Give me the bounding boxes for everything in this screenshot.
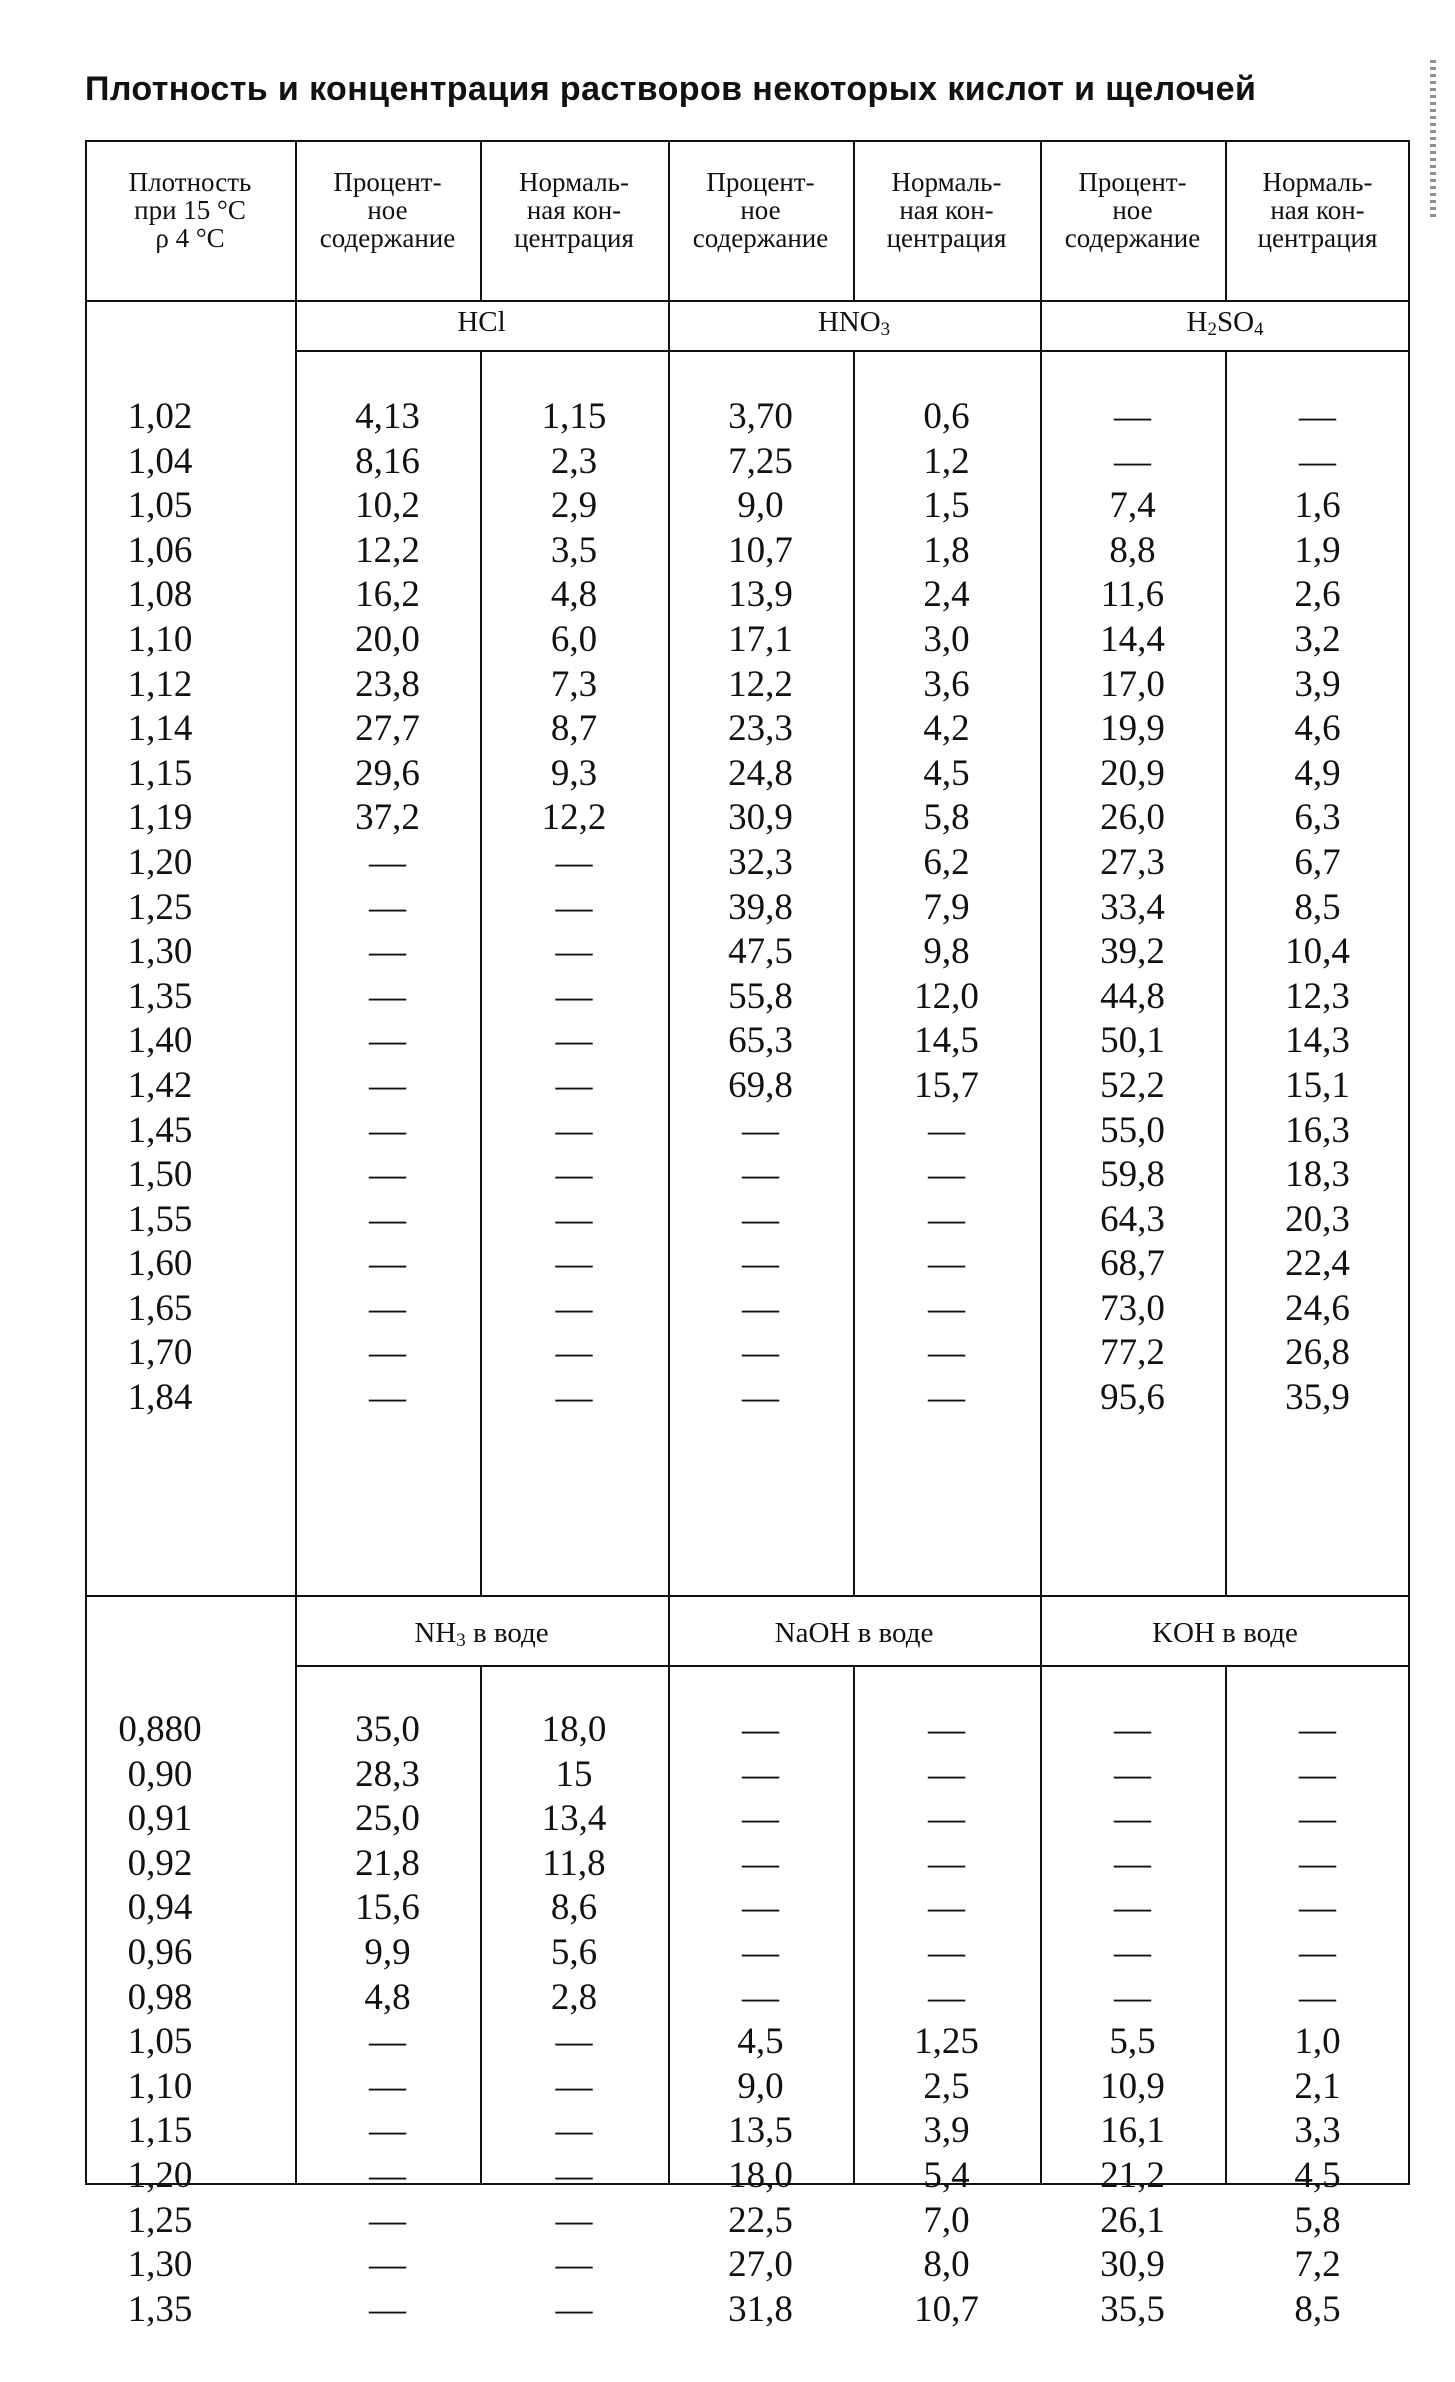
table-cell: 22,5 bbox=[728, 2199, 793, 2241]
page-title: Плотность и концентрация растворов некоторых кислот и щелочей bbox=[85, 70, 1257, 108]
table-cell: 20,3 bbox=[1285, 1198, 1350, 1240]
table-cell: — bbox=[369, 1198, 406, 1240]
table-cell: 0,92 bbox=[127, 1842, 193, 1884]
table-cell: 7,0 bbox=[923, 2199, 970, 2241]
table-cell: 35,0 bbox=[355, 1709, 420, 1750]
table-cell: 1,45 bbox=[127, 1109, 193, 1151]
table-cell: — bbox=[742, 1243, 779, 1285]
section2-koh-percent-column bbox=[1040, 1708, 1225, 2332]
table-cell: — bbox=[1299, 1798, 1336, 1840]
table-cell: 4,8 bbox=[364, 1976, 411, 2018]
table-cell: 13,5 bbox=[728, 2110, 793, 2152]
table-cell: — bbox=[555, 1332, 593, 1374]
table-cell: — bbox=[928, 1753, 965, 1795]
table-cell: 77,2 bbox=[1100, 1332, 1165, 1374]
table-cell: 24,6 bbox=[1285, 1287, 1350, 1329]
table-cell: — bbox=[742, 1798, 779, 1840]
table-cell: 2,3 bbox=[550, 440, 598, 482]
table-cell: 28,3 bbox=[355, 1753, 420, 1795]
table-cell: 37,2 bbox=[355, 797, 420, 839]
table-cell: 9,3 bbox=[550, 752, 598, 794]
table-cell: 0,90 bbox=[127, 1753, 193, 1795]
table-cell: 3,3 bbox=[1294, 2110, 1341, 2152]
table-cell: 27,3 bbox=[1100, 841, 1165, 883]
table-cell: 10,4 bbox=[1285, 931, 1350, 973]
section2-density-column bbox=[85, 1708, 235, 2332]
table-top-border bbox=[85, 140, 1410, 142]
table-cell: — bbox=[742, 1753, 779, 1795]
table-cell: — bbox=[555, 2154, 593, 2196]
table-cell: — bbox=[1114, 396, 1151, 437]
table-cell: 7,4 bbox=[1109, 485, 1156, 527]
table-cell: 22,4 bbox=[1285, 1243, 1350, 1285]
group-hcl: HCl bbox=[457, 306, 506, 338]
table-cell: — bbox=[742, 1887, 779, 1929]
table-cell: — bbox=[555, 1064, 593, 1106]
table-cell: — bbox=[928, 1377, 965, 1419]
table-cell: 1,06 bbox=[127, 529, 193, 571]
table-cell: 3,6 bbox=[923, 663, 970, 705]
table-cell: 1,8 bbox=[923, 529, 970, 571]
table-cell: 2,1 bbox=[1294, 2065, 1341, 2107]
table-cell: — bbox=[369, 2288, 406, 2330]
table-cell: 7,9 bbox=[923, 886, 970, 928]
section2-naoh-normal-column bbox=[853, 1708, 1040, 2332]
table-cell: 1,2 bbox=[923, 440, 970, 482]
table-cell: 1,25 bbox=[914, 2021, 979, 2063]
group-h2so4: $H_2SO_4$ bbox=[1186, 306, 1264, 340]
table-cell: 18,0 bbox=[728, 2154, 793, 2196]
table-cell: — bbox=[1299, 440, 1336, 482]
table-cell: — bbox=[928, 1931, 965, 1973]
table-cell: 24,8 bbox=[728, 752, 793, 794]
table-cell: 23,3 bbox=[728, 708, 793, 750]
section2-koh-normal-column bbox=[1225, 1708, 1410, 2332]
table-cell: 39,8 bbox=[728, 886, 793, 928]
table-cell: — bbox=[1299, 1753, 1336, 1795]
table-cell: 8,7 bbox=[550, 708, 598, 750]
table-cell: 18,3 bbox=[1285, 1154, 1350, 1196]
table-cell: 9,0 bbox=[737, 2065, 784, 2107]
section2-nh3-percent-column bbox=[295, 1708, 480, 2332]
table-cell: 19,9 bbox=[1100, 708, 1165, 750]
table-cell: 18,0 bbox=[541, 1709, 607, 1750]
table-cell: — bbox=[369, 1109, 406, 1151]
table-cell: 1,04 bbox=[127, 440, 193, 482]
table-cell: 3,70 bbox=[728, 396, 793, 437]
table-cell: 14,3 bbox=[1285, 1020, 1350, 1062]
table-cell: 26,8 bbox=[1285, 1332, 1350, 1374]
table-cell: — bbox=[555, 2065, 593, 2107]
group-koh: KOH в воде bbox=[1152, 1617, 1298, 1649]
table-cell: 10,7 bbox=[914, 2288, 979, 2330]
table-cell: 3,5 bbox=[550, 529, 598, 571]
table-cell: — bbox=[1114, 1976, 1151, 2018]
table-cell: — bbox=[555, 1243, 593, 1285]
table-cell: 7,3 bbox=[550, 663, 598, 705]
table-cell: 1,42 bbox=[127, 1064, 193, 1106]
table-cell: 12,2 bbox=[728, 663, 793, 705]
table-cell: — bbox=[928, 1332, 965, 1374]
table-cell: 35,9 bbox=[1285, 1377, 1350, 1419]
table-cell: — bbox=[369, 1020, 406, 1062]
table-cell: — bbox=[1299, 1976, 1336, 2018]
section1-hno3-normal-column bbox=[853, 395, 1040, 1421]
table-cell: 15 bbox=[555, 1753, 593, 1795]
header-density: Плотность при 15 °C ρ 4 °C bbox=[128, 167, 252, 253]
table-cell: 1,9 bbox=[1294, 529, 1341, 571]
table-cell: — bbox=[369, 2021, 406, 2063]
header-rule bbox=[85, 300, 1410, 302]
table-cell: — bbox=[742, 1931, 779, 1973]
table-cell: 8,0 bbox=[923, 2244, 970, 2286]
header-percent-2: Процент- ное содержание bbox=[692, 167, 829, 253]
table-cell: 16,1 bbox=[1100, 2110, 1165, 2152]
table-cell: 26,1 bbox=[1100, 2199, 1165, 2241]
table-cell: — bbox=[555, 886, 593, 928]
table-cell: 17,0 bbox=[1100, 663, 1165, 705]
table-cell: 16,3 bbox=[1285, 1109, 1350, 1151]
group-rule bbox=[295, 1665, 1410, 1667]
table-cell: 8,5 bbox=[1294, 886, 1341, 928]
table-cell: 12,3 bbox=[1285, 975, 1350, 1017]
table-cell: 1,10 bbox=[127, 618, 193, 660]
table-cell: 4,13 bbox=[355, 396, 420, 437]
table-cell: 55,0 bbox=[1100, 1109, 1165, 1151]
section2-naoh-percent-column bbox=[668, 1708, 853, 2332]
table-cell: 4,5 bbox=[923, 752, 970, 794]
header-normal-2: Нормаль- ная кон- центрация bbox=[886, 167, 1007, 253]
table-cell: 0,96 bbox=[127, 1931, 193, 1973]
table-cell: 4,8 bbox=[550, 574, 598, 616]
table-cell: — bbox=[555, 1109, 593, 1151]
table-cell: 31,8 bbox=[728, 2288, 793, 2330]
table-cell: 4,5 bbox=[1294, 2154, 1341, 2196]
table-cell: — bbox=[742, 1287, 779, 1329]
table-cell: 64,3 bbox=[1100, 1198, 1165, 1240]
table-cell: 1,50 bbox=[127, 1154, 193, 1196]
table-cell: 1,65 bbox=[127, 1287, 193, 1329]
table-cell: 6,0 bbox=[550, 618, 598, 660]
table-cell: 1,14 bbox=[127, 708, 193, 750]
table-cell: 1,02 bbox=[127, 396, 193, 437]
table-cell: 29,6 bbox=[355, 752, 420, 794]
table-cell: — bbox=[555, 2288, 593, 2330]
table-cell: 6,7 bbox=[1294, 841, 1341, 883]
table-cell: 3,2 bbox=[1294, 618, 1341, 660]
table-cell: 14,4 bbox=[1100, 618, 1165, 660]
table-cell: — bbox=[1114, 1709, 1151, 1750]
table-cell: 12,0 bbox=[914, 975, 979, 1017]
table-cell: 20,9 bbox=[1100, 752, 1165, 794]
table-cell: 1,35 bbox=[127, 2288, 193, 2330]
section1-hcl-percent-column bbox=[295, 395, 480, 1421]
table-cell: 1,10 bbox=[127, 2065, 193, 2107]
table-cell: 13,9 bbox=[728, 574, 793, 616]
table-cell: — bbox=[1299, 1842, 1336, 1884]
table-cell: 13,4 bbox=[541, 1798, 607, 1840]
table-cell: 2,6 bbox=[1294, 574, 1341, 616]
table-cell: 1,30 bbox=[127, 931, 193, 973]
table-cell: — bbox=[928, 1798, 965, 1840]
table-cell: — bbox=[369, 975, 406, 1017]
table-cell: — bbox=[369, 2065, 406, 2107]
section1-h2so4-percent-column bbox=[1040, 395, 1225, 1421]
table-cell: 1,40 bbox=[127, 1020, 193, 1062]
table-cell: 5,4 bbox=[923, 2154, 970, 2196]
table-cell: — bbox=[369, 1064, 406, 1106]
table-cell: 52,2 bbox=[1100, 1064, 1165, 1106]
table-cell: 9,9 bbox=[364, 1931, 411, 1973]
table-cell: — bbox=[1114, 1798, 1151, 1840]
table-cell: 8,16 bbox=[355, 440, 420, 482]
table-cell: — bbox=[928, 1976, 965, 2018]
table-cell: 11,8 bbox=[542, 1842, 606, 1884]
table-cell: 20,0 bbox=[355, 618, 420, 660]
table-cell: 1,5 bbox=[923, 485, 970, 527]
table-cell: 16,2 bbox=[355, 574, 420, 616]
table-cell: — bbox=[928, 1709, 965, 1750]
table-cell: 5,5 bbox=[1109, 2021, 1156, 2063]
table-cell: — bbox=[742, 1842, 779, 1884]
table-cell: 68,7 bbox=[1100, 1243, 1165, 1285]
header-normal-1: Нормаль- ная кон- центрация bbox=[514, 167, 634, 253]
table-cell: — bbox=[555, 975, 593, 1017]
table-cell: 1,84 bbox=[127, 1377, 193, 1419]
table-cell: — bbox=[369, 1287, 406, 1329]
table-cell: 4,6 bbox=[1294, 708, 1341, 750]
table-cell: 4,2 bbox=[923, 708, 970, 750]
table-cell: 47,5 bbox=[728, 931, 793, 973]
table-cell: 6,3 bbox=[1294, 797, 1341, 839]
table-cell: — bbox=[369, 2244, 406, 2286]
table-cell: — bbox=[928, 1842, 965, 1884]
table-cell: 1,35 bbox=[127, 975, 193, 1017]
table-cell: — bbox=[1114, 1753, 1151, 1795]
table-cell: — bbox=[928, 1243, 965, 1285]
table-cell: — bbox=[928, 1198, 965, 1240]
table-cell: 8,8 bbox=[1109, 529, 1156, 571]
table-cell: — bbox=[742, 1976, 779, 2018]
table-cell: — bbox=[555, 2199, 593, 2241]
table-cell: 15,7 bbox=[914, 1064, 979, 1106]
table-cell: 1,6 bbox=[1294, 485, 1341, 527]
table-cell: 39,2 bbox=[1100, 931, 1165, 973]
table-cell: 15,6 bbox=[355, 1887, 420, 1929]
header-percent-3: Процент- ное содержание bbox=[1064, 167, 1201, 253]
section2-nh3-normal-column bbox=[480, 1708, 668, 2332]
table-cell: 1,60 bbox=[127, 1243, 193, 1285]
table-cell: 55,8 bbox=[728, 975, 793, 1017]
table-cell: 59,8 bbox=[1100, 1154, 1165, 1196]
table-cell: — bbox=[555, 2021, 593, 2063]
table-cell: — bbox=[555, 1377, 593, 1419]
table-cell: — bbox=[1299, 1709, 1336, 1750]
table-cell: 0,94 bbox=[127, 1887, 193, 1929]
table-cell: — bbox=[555, 1287, 593, 1329]
table-cell: 21,8 bbox=[355, 1842, 420, 1884]
table-cell: 9,8 bbox=[923, 931, 970, 973]
table-cell: 2,5 bbox=[923, 2065, 970, 2107]
table-cell: 35,5 bbox=[1100, 2288, 1165, 2330]
table-cell: 21,2 bbox=[1100, 2154, 1165, 2196]
table-cell: 4,9 bbox=[1294, 752, 1341, 794]
table-cell: 50,1 bbox=[1100, 1020, 1165, 1062]
table-cell: — bbox=[1114, 440, 1151, 482]
table-cell: 5,8 bbox=[923, 797, 970, 839]
table-cell: 4,5 bbox=[737, 2021, 784, 2063]
table-cell: 10,2 bbox=[355, 485, 420, 527]
table-cell: 6,2 bbox=[923, 841, 970, 883]
table-cell: 1,15 bbox=[127, 2110, 193, 2152]
table-cell: — bbox=[742, 1709, 779, 1750]
table-cell: — bbox=[1299, 1931, 1336, 1973]
table-cell: — bbox=[1299, 1887, 1336, 1929]
table-cell: 8,5 bbox=[1294, 2288, 1341, 2330]
table-cell: 44,8 bbox=[1100, 975, 1165, 1017]
table-cell: — bbox=[1114, 1931, 1151, 1973]
table-cell: 95,6 bbox=[1100, 1377, 1165, 1419]
table-cell: — bbox=[555, 1154, 593, 1196]
table-cell: — bbox=[928, 1887, 965, 1929]
group-nh3: $NH_3$ в воде bbox=[414, 1617, 549, 1651]
table-cell: 1,30 bbox=[127, 2244, 193, 2286]
table-cell: 27,0 bbox=[728, 2244, 793, 2286]
table-cell: 1,25 bbox=[127, 2199, 193, 2241]
table-cell: — bbox=[555, 2244, 593, 2286]
table-cell: 1,15 bbox=[541, 396, 607, 437]
table-cell: 7,2 bbox=[1294, 2244, 1341, 2286]
table-cell: 3,9 bbox=[1294, 663, 1341, 705]
table-cell: 0,6 bbox=[923, 396, 970, 437]
section1-density-column bbox=[85, 395, 235, 1421]
table-cell: 32,3 bbox=[728, 841, 793, 883]
table-cell: 1,05 bbox=[127, 485, 193, 527]
table-cell: 5,8 bbox=[1294, 2199, 1341, 2241]
table-cell: — bbox=[1114, 1887, 1151, 1929]
table-cell: 27,7 bbox=[355, 708, 420, 750]
table-cell: — bbox=[742, 1198, 779, 1240]
table-cell: — bbox=[369, 2199, 406, 2241]
table-cell: — bbox=[369, 886, 406, 928]
table-cell: — bbox=[369, 2110, 406, 2152]
table-cell: 3,9 bbox=[923, 2110, 970, 2152]
table-cell: 1,15 bbox=[127, 752, 193, 794]
table-cell: — bbox=[369, 931, 406, 973]
table-cell: 0,91 bbox=[127, 1798, 193, 1840]
table-cell: 73,0 bbox=[1100, 1287, 1165, 1329]
table-cell: 14,5 bbox=[914, 1020, 979, 1062]
table-cell: — bbox=[928, 1287, 965, 1329]
table-cell: 23,8 bbox=[355, 663, 420, 705]
table-cell: 1,55 bbox=[127, 1198, 193, 1240]
table-cell: — bbox=[555, 841, 593, 883]
table-cell: 3,0 bbox=[923, 618, 970, 660]
table-cell: 10,7 bbox=[728, 529, 793, 571]
table-cell: — bbox=[369, 1154, 406, 1196]
table-cell: — bbox=[1299, 396, 1336, 437]
section1-hno3-percent-column bbox=[668, 395, 853, 1421]
table-cell: 11,6 bbox=[1100, 574, 1165, 616]
table-cell: 33,4 bbox=[1100, 886, 1165, 928]
table-cell: 8,6 bbox=[550, 1887, 598, 1929]
table-cell: 1,70 bbox=[127, 1332, 193, 1374]
table-cell: 30,9 bbox=[728, 797, 793, 839]
table-cell: 1,12 bbox=[127, 663, 193, 705]
table-cell: — bbox=[369, 1332, 406, 1374]
section-rule bbox=[85, 1595, 1410, 1597]
table-cell: — bbox=[742, 1332, 779, 1374]
table-cell: 1,0 bbox=[1294, 2021, 1341, 2063]
table-cell: 26,0 bbox=[1100, 797, 1165, 839]
table-cell: 0,880 bbox=[118, 1709, 202, 1750]
table-cell: — bbox=[555, 2110, 593, 2152]
header-normal-3: Нормаль- ная кон- центрация bbox=[1257, 167, 1378, 253]
table-cell: 9,0 bbox=[737, 485, 784, 527]
table-cell: 2,9 bbox=[550, 485, 598, 527]
table-cell: — bbox=[555, 1198, 593, 1240]
table-cell: — bbox=[742, 1154, 779, 1196]
group-naoh: NaOH в воде bbox=[774, 1617, 934, 1649]
header-percent-1: Процент- ное содержание bbox=[319, 167, 456, 253]
table-cell: — bbox=[928, 1154, 965, 1196]
table-cell: 69,8 bbox=[728, 1064, 793, 1106]
table-cell: — bbox=[369, 1377, 406, 1419]
table-cell: 17,1 bbox=[728, 618, 793, 660]
table-cell: 1,25 bbox=[127, 886, 193, 928]
table-cell: 2,4 bbox=[923, 574, 970, 616]
table-cell: 0,98 bbox=[127, 1976, 193, 2018]
table-cell: 2,8 bbox=[550, 1976, 598, 2018]
table-cell: — bbox=[369, 841, 406, 883]
table-cell: 30,9 bbox=[1100, 2244, 1165, 2286]
margin-ink-mark bbox=[1430, 60, 1436, 220]
table-cell: — bbox=[742, 1377, 779, 1419]
table-cell: 5,6 bbox=[550, 1931, 598, 1973]
table-cell: — bbox=[369, 1243, 406, 1285]
table-cell: 12,2 bbox=[541, 797, 607, 839]
table-cell: 12,2 bbox=[355, 529, 420, 571]
table-cell: 25,0 bbox=[355, 1798, 420, 1840]
table-cell: — bbox=[555, 931, 593, 973]
group-rule bbox=[295, 350, 1410, 352]
table-cell: 1,05 bbox=[127, 2021, 193, 2063]
section1-h2so4-normal-column bbox=[1225, 395, 1410, 1421]
table-cell: 7,25 bbox=[728, 440, 793, 482]
table-cell: — bbox=[369, 2154, 406, 2196]
data-table bbox=[85, 140, 1410, 2330]
table-cell: — bbox=[555, 1020, 593, 1062]
section1-hcl-normal-column bbox=[480, 395, 668, 1421]
group-hno3: $HNO_3$ bbox=[817, 306, 891, 340]
table-cell: 1,19 bbox=[127, 797, 193, 839]
table-cell: 10,9 bbox=[1100, 2065, 1165, 2107]
table-cell: 1,08 bbox=[127, 574, 193, 616]
table-cell: — bbox=[1114, 1842, 1151, 1884]
table-cell: 1,20 bbox=[127, 841, 193, 883]
table-cell: 15,1 bbox=[1285, 1064, 1350, 1106]
table-cell: 65,3 bbox=[728, 1020, 793, 1062]
table-cell: 1,20 bbox=[127, 2154, 193, 2196]
table-cell: — bbox=[742, 1109, 779, 1151]
table-cell: — bbox=[928, 1109, 965, 1151]
